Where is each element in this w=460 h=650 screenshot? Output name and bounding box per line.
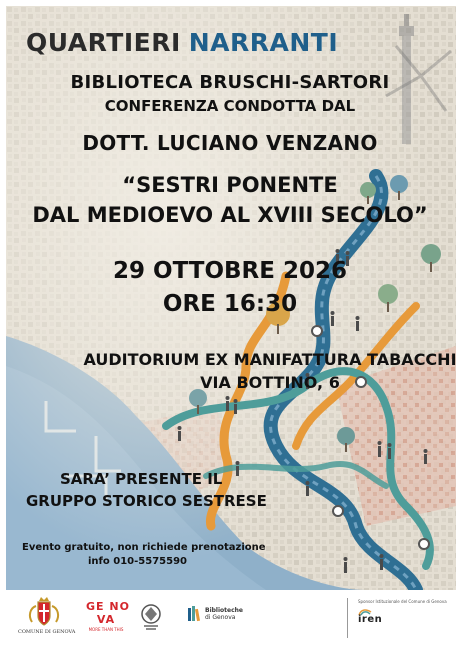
biblio-logo-line-2: di Genova (205, 614, 236, 621)
biblioteche-di-genova-logo (188, 606, 258, 632)
books-icon (188, 606, 202, 622)
genova-logo-tagline: MORE THAN THIS (88, 627, 124, 632)
library-name: BIBLIOTECA BRUSCHI-SARTORI (70, 72, 390, 93)
iren-wordmark: iren (358, 614, 383, 625)
talk-title-line-2: DAL MEDIOEVO AL XVIII SECOLO” (32, 203, 428, 227)
brand-word-quartieri: QUARTIERI (26, 28, 181, 57)
brand-word-narranti: NARRANTI (188, 28, 339, 57)
guest-line-2: GRUPPO STORICO SESTRESE (26, 492, 267, 510)
biblio-logo-line-1: Biblioteche (205, 607, 243, 614)
event-date: 29 OTTOBRE 2026 (113, 258, 347, 284)
sponsor-footer (0, 590, 460, 650)
venue-name: AUDITORIUM EX MANIFATTURA TABACCHI (83, 350, 457, 369)
comune-di-genova-logo (18, 596, 76, 640)
talk-title-line-1: “SESTRI PONENTE (122, 173, 338, 197)
info-phone: info 010-5575590 (88, 556, 187, 567)
venue-address: VIA BOTTINO, 6 (200, 373, 340, 392)
guest-line-1: SARA’ PRESENTE IL (60, 470, 223, 488)
archive-emblem-icon (138, 602, 164, 632)
footer-divider (347, 598, 348, 638)
archive-emblem-logo (138, 602, 164, 632)
event-time: ORE 16:30 (162, 291, 298, 317)
coat-of-arms-icon (18, 596, 70, 628)
genova-logo-line-2: VA (96, 613, 116, 626)
conference-line: CONFERENZA CONDOTTA DAL (104, 97, 356, 115)
sponsor-label: Sponsor Istituzionale del Comune di Genova (358, 599, 447, 604)
iren-logo (358, 612, 398, 630)
brand-title (26, 28, 338, 57)
genova-logo-line-1: GE NO (86, 600, 130, 613)
genova-city-brand-logo (86, 600, 130, 636)
free-entry-note: Evento gratuito, non richiede prenotazione (22, 542, 266, 553)
speaker-name: DOTT. LUCIANO VENZANO (82, 131, 378, 155)
comune-label: COMUNE DI GENOVA (18, 629, 76, 635)
